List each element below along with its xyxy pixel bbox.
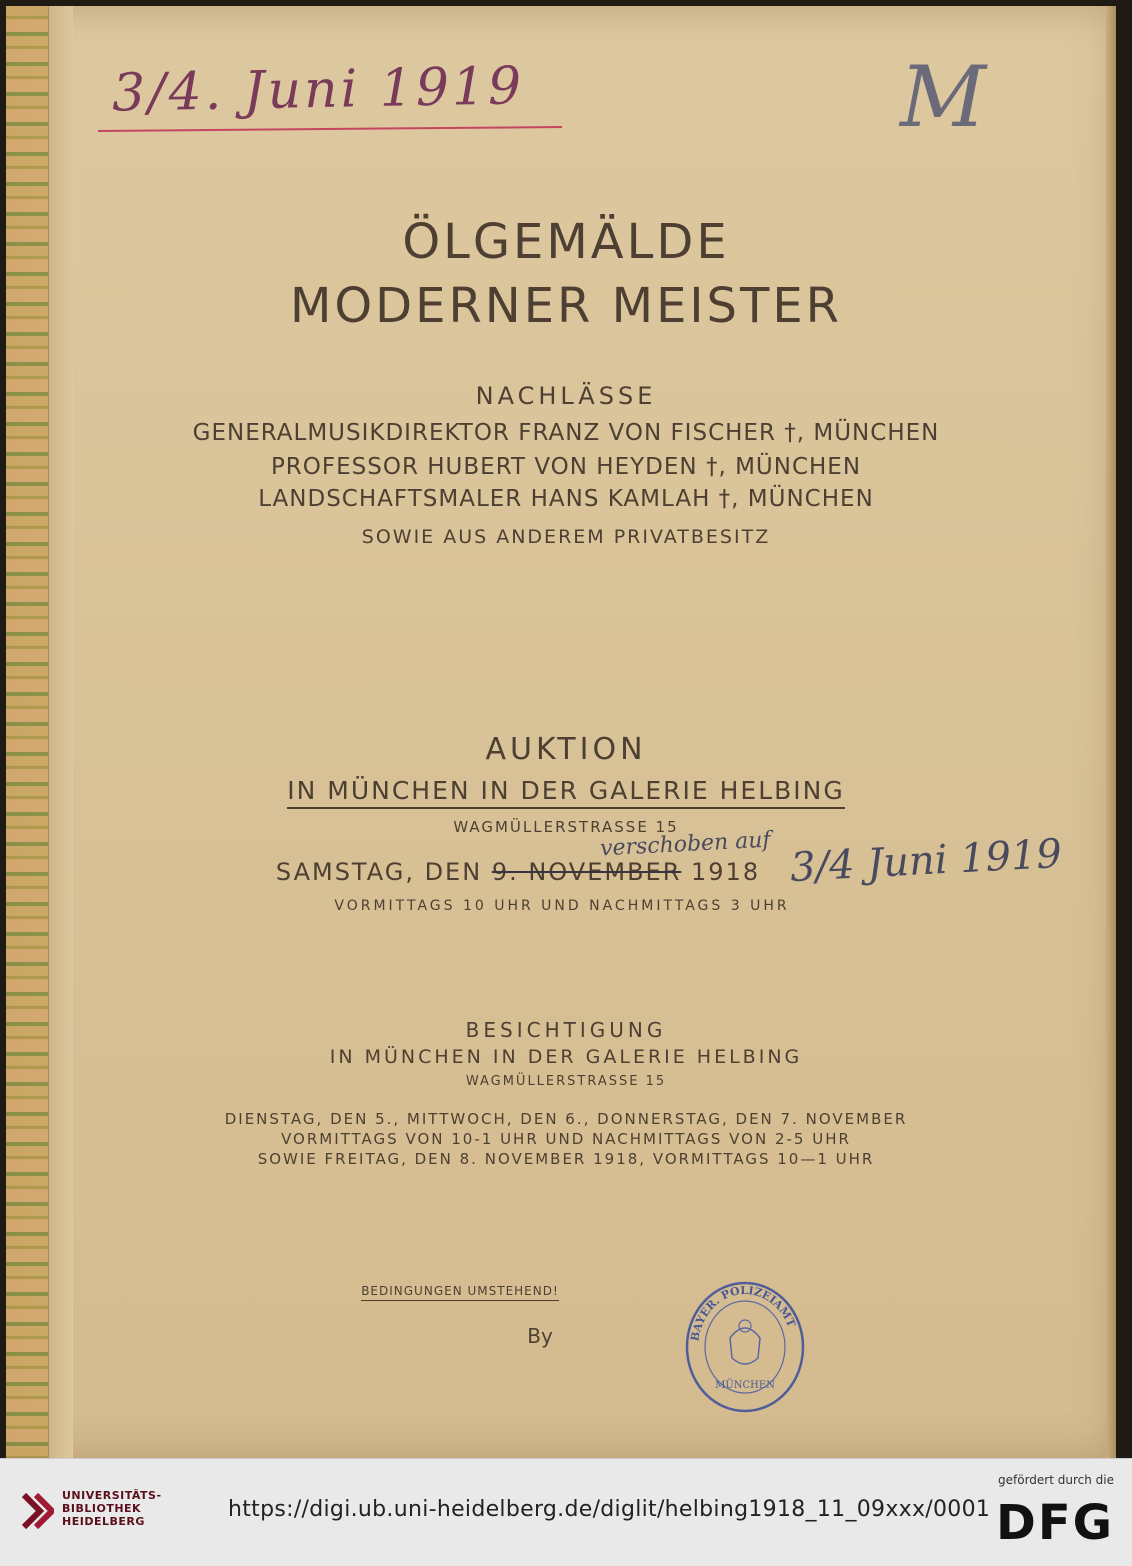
viewing-street: WAGMÜLLERSTRASSE 15 bbox=[465, 1074, 667, 1089]
stamp-crown-icon bbox=[739, 1320, 751, 1332]
stamp-bottom-text: MÜNCHEN bbox=[715, 1380, 775, 1391]
handwritten-date: 3/4. Juni 1919 bbox=[111, 56, 525, 124]
estates-heading: NACHLÄSSE bbox=[475, 382, 657, 410]
viewing-venue: IN MÜNCHEN IN DER GALERIE HELBING bbox=[329, 1046, 803, 1068]
auction-date-struck: 9. NOVEMBER bbox=[491, 858, 682, 886]
university-logo-icon bbox=[18, 1489, 54, 1535]
viewing-heading: BESICHTIGUNG bbox=[465, 1018, 667, 1042]
auction-heading: AUKTION bbox=[485, 732, 647, 767]
estate-line: PROFESSOR HUBERT VON HEYDEN †, MÜNCHEN bbox=[270, 454, 862, 480]
institution-name bbox=[62, 1489, 162, 1528]
title-line-2: MODERNER MEISTER bbox=[289, 278, 843, 334]
document-url[interactable]: https://digi.ub.uni-heidelberg.de/diglit/helbing1918_11_09xxx/0001 bbox=[228, 1497, 991, 1522]
estate-line: GENERALMUSIKDIREKTOR FRANZ VON FISCHER †, MÜNCHEN bbox=[192, 420, 940, 446]
handwritten-postponed-date: 3/4 Juni 1919 bbox=[788, 830, 1063, 892]
estate-also: SOWIE AUS ANDEREM PRIVATBESITZ bbox=[361, 526, 771, 548]
institution-line: BIBLIOTHEK bbox=[62, 1502, 142, 1515]
stamp-crest-icon bbox=[730, 1328, 760, 1364]
auction-venue bbox=[0, 776, 1132, 805]
auction-day-prefix: SAMSTAG, DEN bbox=[275, 858, 483, 886]
auction-venue-text: IN MÜNCHEN IN DER GALERIE HELBING bbox=[287, 776, 844, 809]
handwritten-postponed-note: verschoben auf bbox=[599, 827, 772, 862]
police-stamp bbox=[680, 1278, 810, 1416]
stamp-top-text bbox=[688, 1284, 798, 1342]
shelfmark: By bbox=[527, 1324, 553, 1348]
institution-line: HEIDELBERG bbox=[62, 1515, 145, 1528]
footer-bar bbox=[0, 1458, 1132, 1566]
viewing-line: SOWIE FREITAG, DEN 8. NOVEMBER 1918, VORMITTAGS 10—1 UHR bbox=[257, 1150, 875, 1168]
institution-line: UNIVERSITÄTS- bbox=[62, 1489, 162, 1502]
conditions-text: BEDINGUNGEN UMSTEHEND! bbox=[361, 1284, 559, 1301]
viewing-line: VORMITTAGS VON 10-1 UHR UND NACHMITTAGS VON 2-5 UHR bbox=[281, 1130, 851, 1148]
auction-year: 1918 bbox=[691, 858, 761, 886]
handwritten-letter-m: M bbox=[900, 48, 987, 146]
title-line-1: ÖLGEMÄLDE bbox=[402, 214, 730, 270]
dfg-logo: DFG bbox=[995, 1495, 1114, 1551]
auction-street: WAGMÜLLERSTRASSE 15 bbox=[453, 818, 679, 836]
estate-line: LANDSCHAFTSMALER HANS KAMLAH †, MÜNCHEN bbox=[258, 486, 874, 512]
stamp-top-path: BAYER. POLIZEIAMT bbox=[688, 1283, 798, 1343]
viewing-line: DIENSTAG, DEN 5., MITTWOCH, DEN 6., DONNERSTAG, DEN 7. NOVEMBER bbox=[224, 1110, 908, 1128]
auction-times: VORMITTAGS 10 UHR UND NACHMITTAGS 3 UHR bbox=[334, 898, 790, 914]
conditions-note bbox=[0, 1284, 1026, 1298]
funded-by-label: gefördert durch die bbox=[998, 1473, 1114, 1487]
